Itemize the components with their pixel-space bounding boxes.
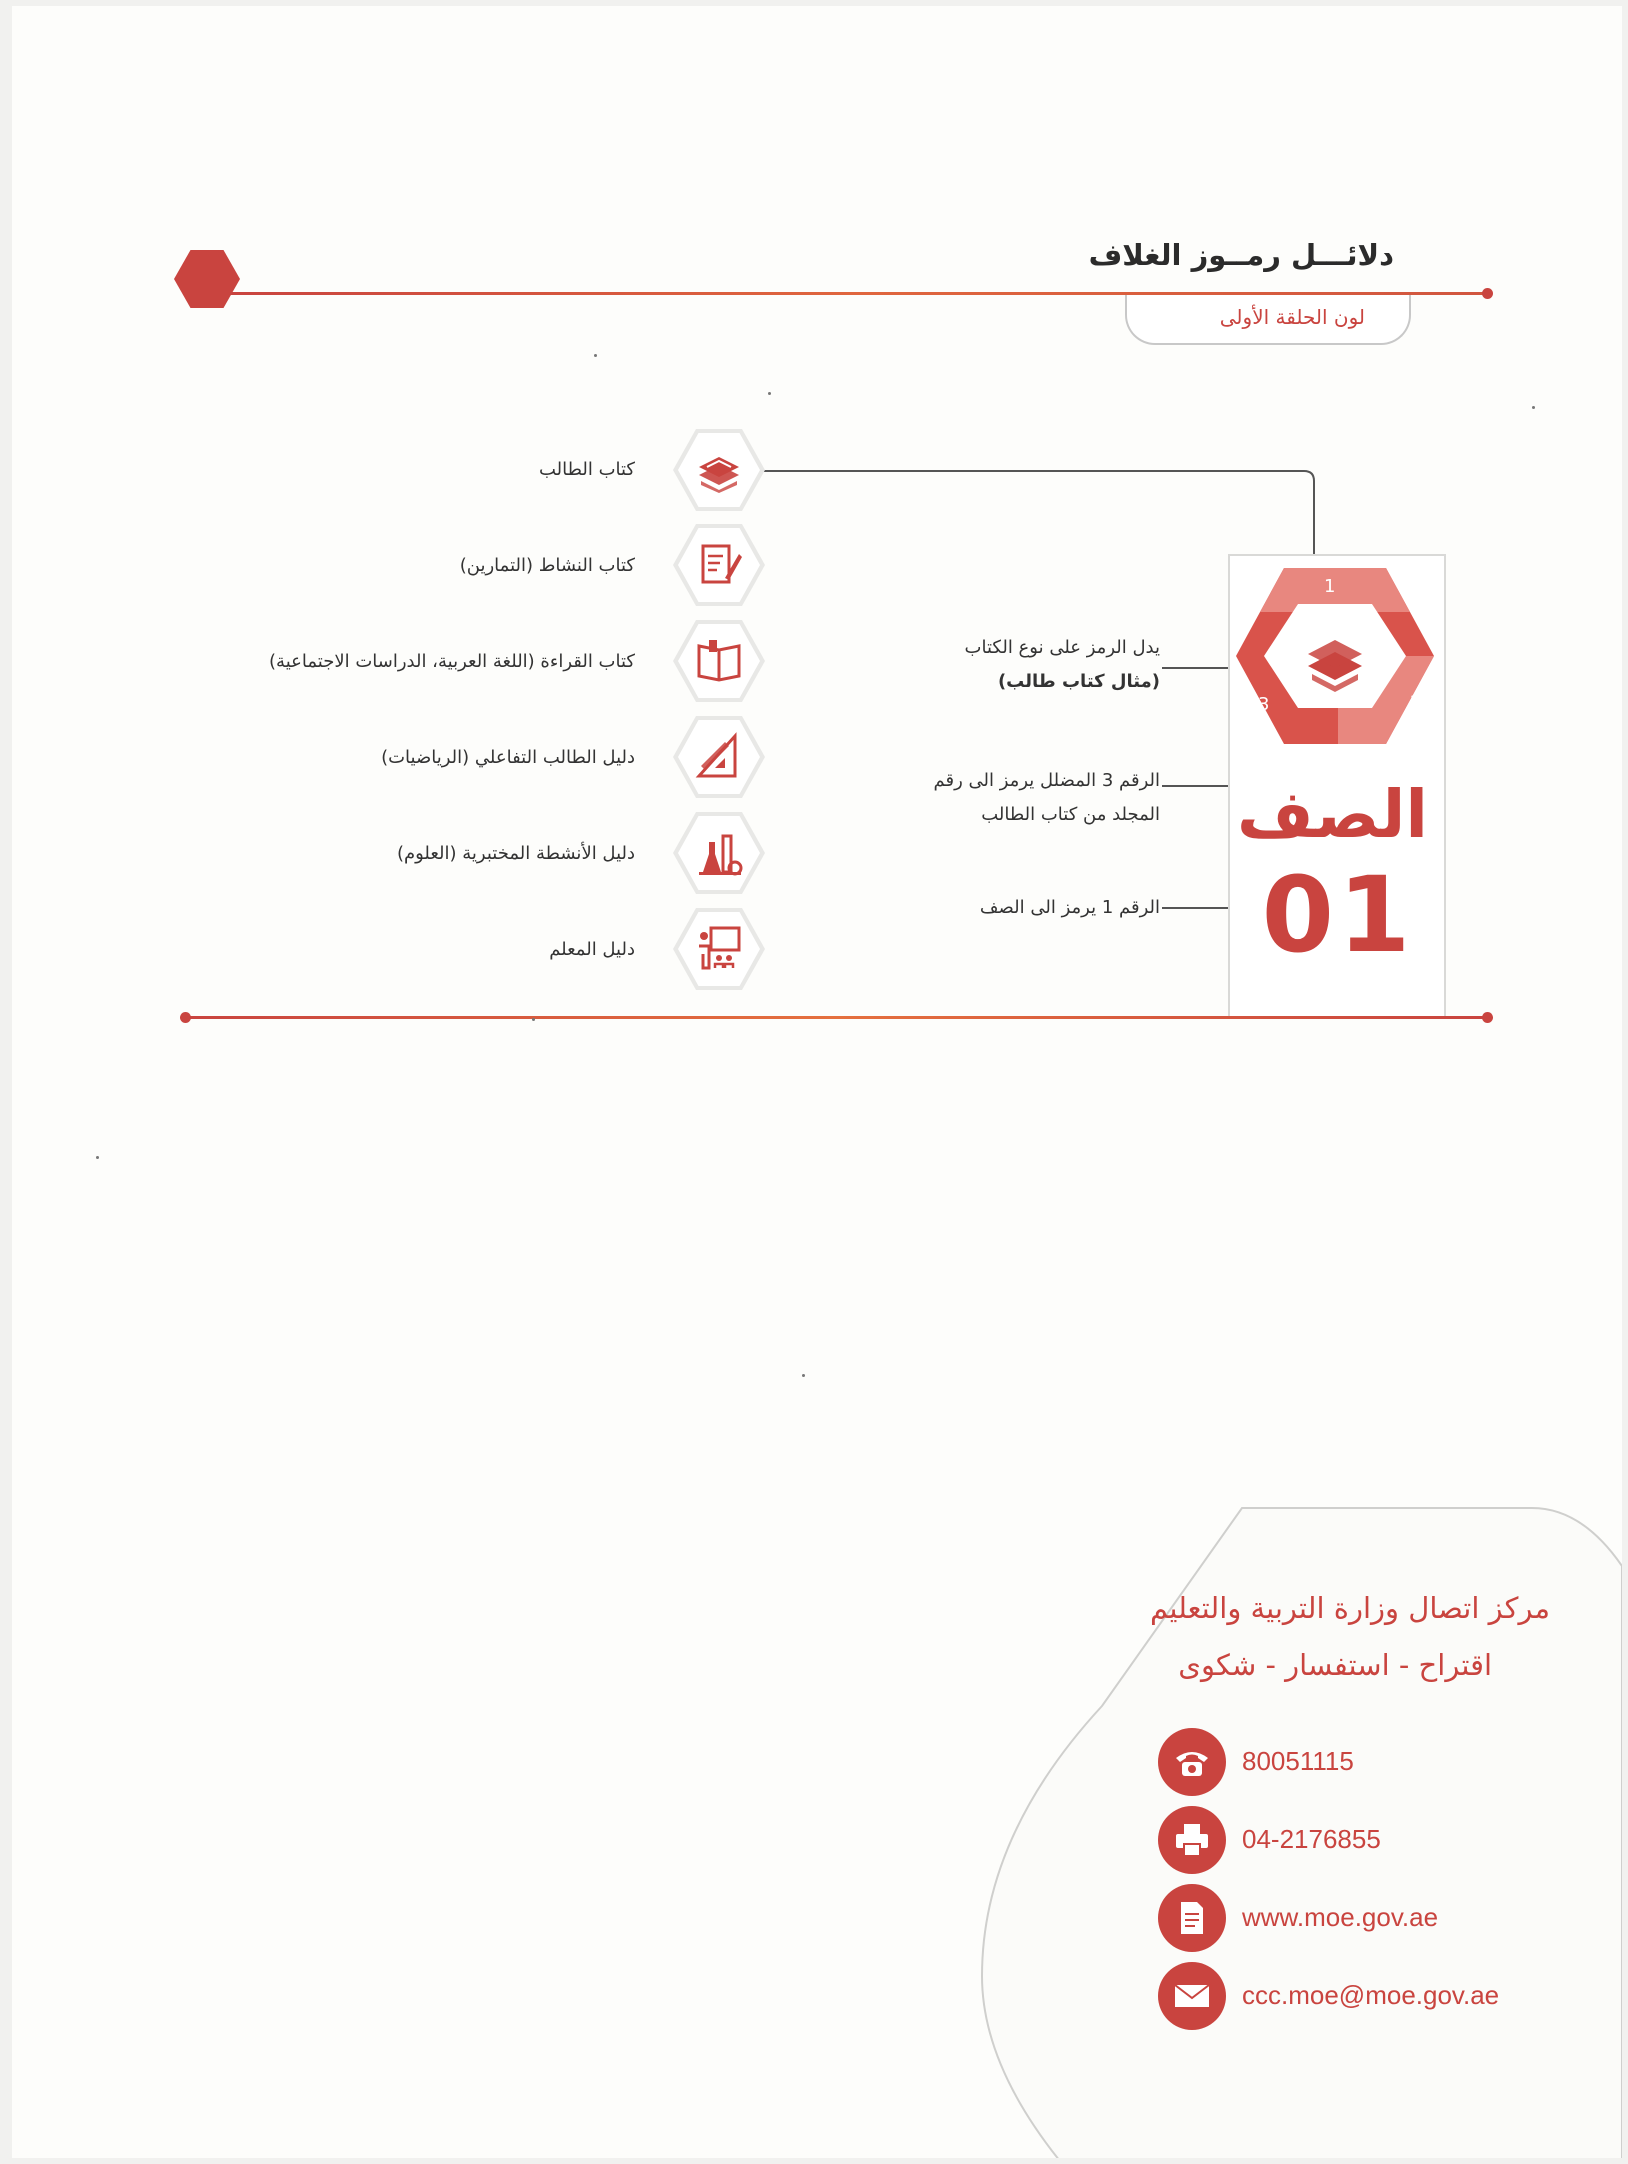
contact-fax-text[interactable]: 04-2176855 <box>1242 1824 1381 1854</box>
envelope-icon <box>1158 1962 1226 2030</box>
teacher-board-icon <box>695 924 743 972</box>
contact-subtitle: اقتراح - استفسار - شكوى <box>1178 1648 1492 1682</box>
legend-label: دليل المعلم <box>549 939 635 960</box>
footer-rule-start-dot <box>180 1012 191 1023</box>
legend-label: دليل الطالب التفاعلي (الرياضيات) <box>381 747 635 768</box>
open-book-icon <box>695 636 743 684</box>
annotation-volume-line2: المجلد من كتاب الطالب <box>981 804 1160 825</box>
annotation-grade <box>980 891 1160 925</box>
segment-label: 3 <box>1258 694 1270 715</box>
annotation-volume <box>934 764 1160 832</box>
legend-label: دليل الأنشطة المختبرية (العلوم) <box>396 843 635 864</box>
footer-rule <box>184 1016 1486 1019</box>
annotation-symbol-line1: يدل الرمز على نوع الكتاب <box>964 637 1160 658</box>
page-title: دلائـــل رمــوز الغلاف <box>1088 238 1394 272</box>
contact-website-text[interactable]: www.moe.gov.ae <box>1242 1902 1439 1932</box>
document-page <box>12 6 1622 2158</box>
contact-phone-text[interactable]: 80051115 <box>1242 1746 1354 1776</box>
legend-label: كتاب الطالب <box>538 459 635 480</box>
fax-printer-icon <box>1158 1806 1226 1874</box>
legend-label: كتاب القراءة (اللغة العربية، الدراسات الاجتماعية) <box>269 651 635 672</box>
annotation-grade-line: الرقم 1 يرمز الى الصف <box>979 897 1160 918</box>
scan-speck <box>594 354 597 357</box>
annotation-symbol-line2: (مثال كتاب طالب) <box>997 671 1160 692</box>
scan-speck <box>802 1374 805 1377</box>
scan-speck <box>768 392 771 395</box>
grade-number: 01 <box>1261 854 1415 976</box>
scan-speck <box>1532 406 1535 409</box>
stacked-books-icon <box>695 445 743 493</box>
web-document-icon <box>1158 1884 1226 1952</box>
legend-label: كتاب النشاط (التمارين) <box>459 555 635 576</box>
segment-label: 2 <box>1410 692 1422 713</box>
document-pencil-icon <box>695 540 743 588</box>
telephone-icon <box>1158 1728 1226 1796</box>
annotation-volume-line1: الرقم 3 المضلل يرمز الى رقم <box>933 770 1160 791</box>
scan-speck <box>96 1156 99 1159</box>
grade-hex-badge <box>1228 554 1442 774</box>
ruler-triangle-icon <box>695 732 743 780</box>
contact-title: مركز اتصال وزارة التربية والتعليم <box>1150 1591 1550 1625</box>
lab-flasks-icon <box>695 828 743 876</box>
scan-speck <box>532 1018 535 1021</box>
contact-email-text[interactable]: ccc.moe@moe.gov.ae <box>1242 1980 1500 2010</box>
annotation-symbol <box>965 631 1160 699</box>
grade-word: الصف <box>1236 776 1428 853</box>
subtitle-text: لون الحلقة الأولى <box>1219 305 1365 329</box>
footer-rule-end-dot <box>1482 1012 1493 1023</box>
segment-label: 1 <box>1324 576 1336 597</box>
